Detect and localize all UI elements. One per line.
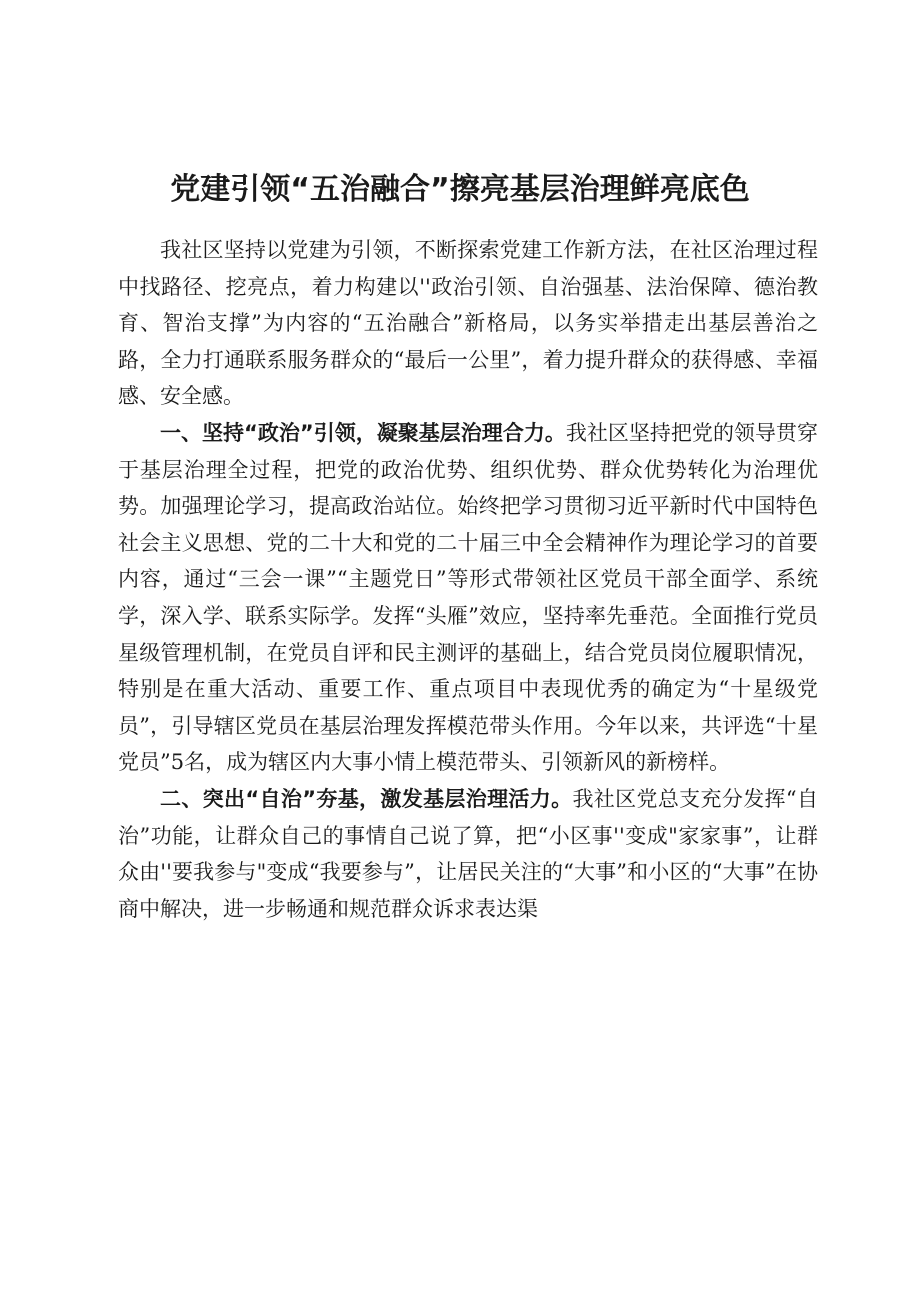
document-title: 党建引领“五治融合”擦亮基层治理鲜亮底色 xyxy=(170,172,750,207)
section-1-heading: 一、坚持“政治”引领，凝聚基层治理合力。 xyxy=(160,420,566,445)
intro-paragraph xyxy=(118,232,818,415)
section-1-paragraph xyxy=(118,415,818,781)
section-2-text: 我社区党总支充分发挥“自治”功能，让群众自己的事情自己说了算，把“小区事''变成"家家事”，让群众由''要我参与"变成“我要参与”，让居民关注的“大事”和小区的“大事”在协商中解决，进一步畅通和规范群众诉求表达渠 xyxy=(118,786,818,921)
section-1-text: 我社区坚持把党的领导贯穿于基层治理全过程，把党的政治优势、组织优势、群众优势转化为治理优势。加强理论学习，提高政治站位。始终把学习贯彻习近平新时代中国特色社会主义思想、党的二十大和党的二十届三中全会精神作为理论学习的首要内容，通过“三会一课”“主题党日”等形式带领社区党员干部全面学、系统学，深入学、联系实际学。发挥“头雁”效应，坚持率先垂范。全面推行党员星级管理机制，在党员自评和民主测评的基础上，结合党员岗位履职情况，特别是在重大活动、重要工作、重点项目中表现优秀的确定为“十星级党员”，引导辖区党员在基层治理发挥模范带头作用。今年以来，共评选“十星党员”5名，成为辖区内大事小情上模范带头、引领新风的新榜样。 xyxy=(118,420,818,775)
section-2-paragraph xyxy=(118,781,818,927)
section-2-heading: 二、突出“自治”夯基，激发基层治理活力。 xyxy=(160,786,573,811)
intro-paragraph-text: 我社区坚持以党建为引领，不断探索党建工作新方法，在社区治理过程中找路径、挖亮点，着力构建以''政治引领、自治强基、法治保障、德治教育、智治支撑”为内容的“五治融合”新格局，以务实举措走出基层善治之路，全力打通联系服务群众的“最后一公里”，着力提升群众的获得感、幸福感、安全感。 xyxy=(118,238,818,409)
document-body xyxy=(118,232,818,927)
